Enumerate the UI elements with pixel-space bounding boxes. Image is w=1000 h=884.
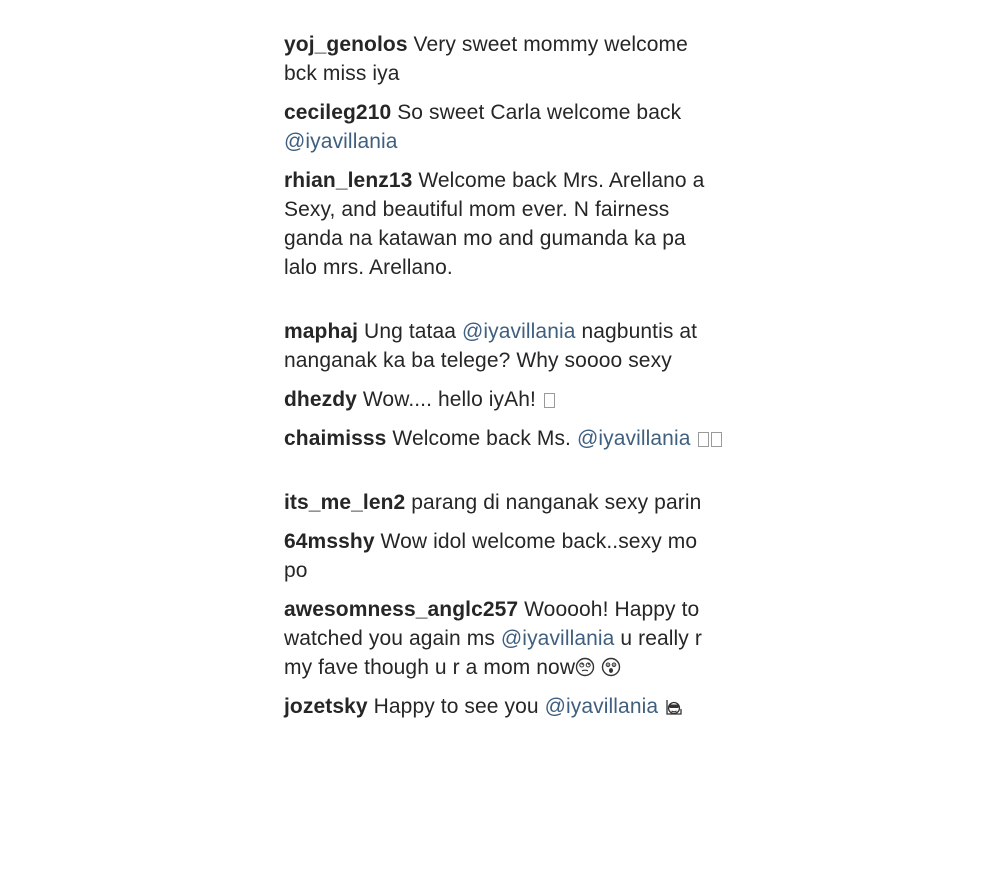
comment-username-link[interactable]: cecileg210 bbox=[284, 101, 392, 124]
comment-text: nagbuntis at nanganak ka ba telege? Why soooo sexy bbox=[284, 320, 698, 372]
comment-item bbox=[284, 166, 724, 282]
comment-item bbox=[284, 527, 724, 585]
missing-glyph-box-icon bbox=[698, 432, 709, 447]
mention-link[interactable]: @iyavillania bbox=[576, 427, 691, 450]
comment-text bbox=[691, 427, 697, 450]
comment-text: Wow.... hello iyAh! bbox=[356, 388, 542, 411]
comment-item bbox=[284, 385, 724, 414]
comment-item bbox=[284, 424, 724, 453]
comment-username-link[interactable]: maphaj bbox=[284, 320, 359, 343]
comment-item bbox=[284, 317, 724, 375]
missing-glyph-box-icon bbox=[544, 393, 555, 408]
comment-text: So sweet Carla welcome back bbox=[391, 101, 682, 124]
comment-text: Wow idol welcome back..sexy mo po bbox=[284, 530, 698, 582]
comment-item bbox=[284, 595, 724, 682]
comment-username-link[interactable]: its_me_len2 bbox=[284, 491, 406, 514]
comment-item bbox=[284, 98, 724, 156]
comment-item bbox=[284, 30, 724, 88]
comment-username-link[interactable]: awesomness_anglc257 bbox=[284, 598, 519, 621]
missing-glyph-box-icon bbox=[711, 432, 722, 447]
comment-text: parang di nanganak sexy parin bbox=[405, 491, 702, 514]
comment-text: u really r my fave though u r a mom now bbox=[284, 627, 702, 679]
mention-link[interactable]: @iyavillania bbox=[284, 130, 398, 153]
comment-username-link[interactable]: rhian_lenz13 bbox=[284, 169, 413, 192]
comment-text: Very sweet mommy welcome bck miss iya bbox=[284, 33, 688, 85]
comment-text: Welcome back Mrs. Arellano a Sexy, and beautiful mom ever. N fairness ganda na katawan mo and gumanda ka pa lalo mrs. Arellano. bbox=[284, 169, 705, 279]
mention-link[interactable]: @iyavillania bbox=[544, 695, 659, 718]
comment-text: Happy to see you bbox=[367, 695, 545, 718]
comment-username-link[interactable]: 64msshy bbox=[284, 530, 375, 553]
comment-username-link[interactable]: dhezdy bbox=[284, 388, 357, 411]
comment-list bbox=[284, 30, 724, 731]
astonished-face-icon bbox=[601, 657, 621, 677]
comment-username-link[interactable]: chaimisss bbox=[284, 427, 387, 450]
see-no-evil-monkey-icon bbox=[664, 696, 684, 716]
mention-link[interactable]: @iyavillania bbox=[461, 320, 576, 343]
comment-item bbox=[284, 692, 724, 721]
mention-link[interactable]: @iyavillania bbox=[500, 627, 615, 650]
comment-text: Wooooh! Happy to watched you again ms bbox=[284, 598, 700, 650]
comment-username-link[interactable]: jozetsky bbox=[284, 695, 368, 718]
comment-item bbox=[284, 488, 724, 517]
rolling-eyes-face-icon bbox=[575, 657, 595, 677]
comment-text: Ung tataa bbox=[358, 320, 462, 343]
comment-username-link[interactable]: yoj_genolos bbox=[284, 33, 408, 56]
comment-text: Welcome back Ms. bbox=[386, 427, 577, 450]
